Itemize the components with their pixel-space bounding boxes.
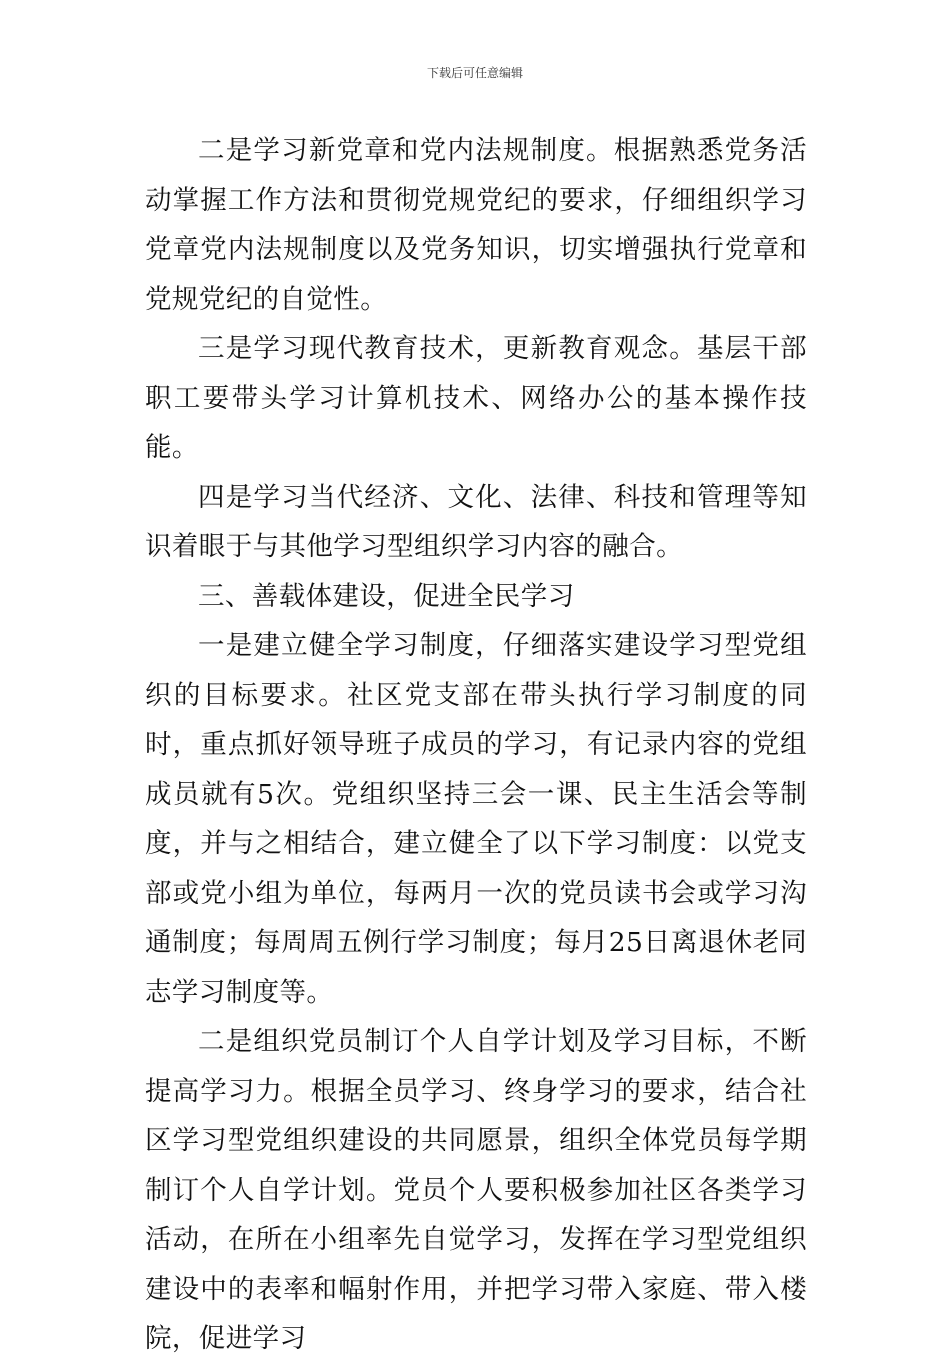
- document-body: [145, 126, 807, 1364]
- paragraph-study-system: 一是建立健全学习制度，仔细落实建设学习型党组织的目标要求。社区党支部在带头执行学习制度的同时，重点抓好领导班子成员的学习，有记录内容的党组成员就有5次。党组织坚持三会一课、民主生活会等制度，并与之相结合，建立健全了以下学习制度：以党支部或党小组为单位，每两月一次的党员读书会或学习沟通制度；每周周五例行学习制度；每月25日离退休老同志学习制度等。: [145, 630, 807, 1008]
- section-heading-carrier-construction: 三、善载体建设，促进全民学习: [198, 580, 575, 612]
- paragraph-self-study-plan: 二是组织党员制订个人自学计划及学习目标，不断提高学习力。根据全员学习、终身学习的要求，结合社区学习型党组织建设的共同愿景，组织全体党员每学期制订个人自学计划。党员个人要积极参加社区各类学习活动，在所在小组率先自觉学习，发挥在学习型党组织建设中的表率和幅射作用，并把学习带入家庭、带入楼院，促进学习: [145, 1026, 807, 1354]
- page-header-note: 下载后可任意编辑: [426, 66, 523, 80]
- paragraph-study-party-constitution: 二是学习新党章和党内法规制度。根据熟悉党务活动掌握工作方法和贯彻党规党纪的要求，仔细组织学习党章党内法规制度以及党务知识，切实增强执行党章和党规党纪的自觉性。: [145, 135, 807, 315]
- paragraph-study-education-technology: 三是学习现代教育技术，更新教育观念。基层干部职工要带头学习计算机技术、网络办公的基本操作技能。: [145, 333, 807, 463]
- paragraph-study-contemporary-knowledge: 四是学习当代经济、文化、法律、科技和管理等知识着眼于与其他学习型组织学习内容的融合。: [145, 481, 807, 562]
